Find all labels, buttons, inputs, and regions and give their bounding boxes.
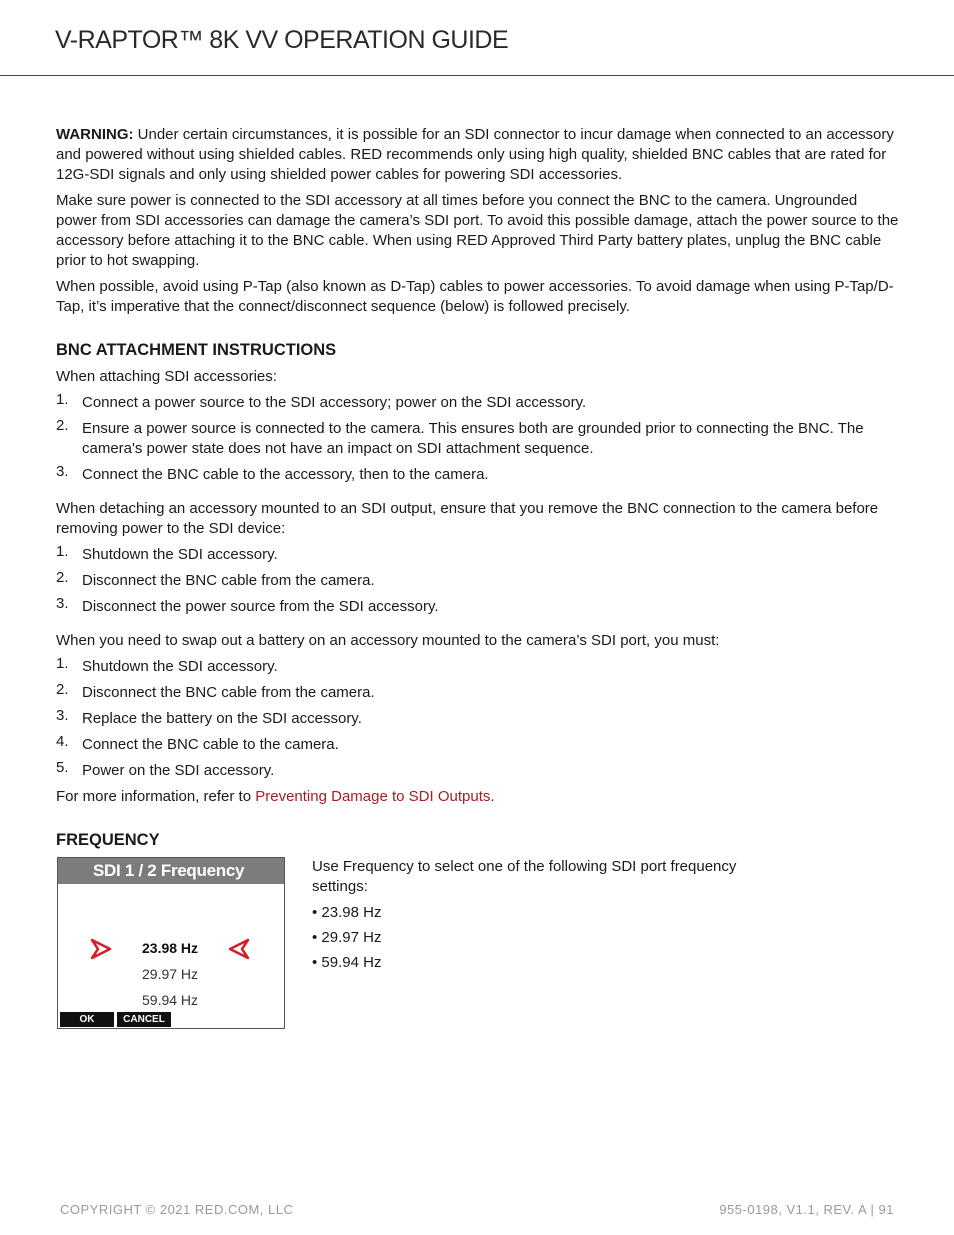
step-text: Ensure a power source is connected to the camera. This ensures both are grounded prior to connecting the BNC. The camera's power state does not have an impact on SDI attachment sequence.	[82, 420, 864, 457]
more-info-prefix: For more information, refer to	[56, 788, 256, 805]
frequency-option[interactable]: 59.94 Hz	[142, 992, 199, 1008]
ok-button[interactable]: OK	[60, 1012, 114, 1027]
warning-paragraph	[56, 125, 901, 185]
frequency-description: Use Frequency to select one of the following SDI port frequency settings:	[312, 858, 737, 895]
attach-intro: When attaching SDI accessories:	[56, 368, 277, 385]
step-number: 3.	[56, 463, 69, 480]
warning-label: WARNING:	[56, 126, 134, 143]
detach-intro: When detaching an accessory mounted to an SDI output, ensure that you remove the BNC connection to the camera before removing power to the SDI device:	[56, 500, 879, 537]
step-text: Connect the BNC cable to the camera.	[82, 736, 339, 753]
frequency-option-selected[interactable]: 23.98 Hz	[142, 940, 199, 956]
step-text: Power on the SDI accessory.	[82, 762, 275, 779]
list-item	[56, 545, 901, 565]
more-info-paragraph	[56, 787, 901, 807]
swap-intro: When you need to swap out a battery on an accessory mounted to the camera’s SDI port, you must:	[56, 632, 720, 649]
frequency-menu-screenshot	[57, 857, 285, 1029]
step-text: Shutdown the SDI accessory.	[82, 546, 278, 563]
ptap-paragraph: When possible, avoid using P-Tap (also known as D-Tap) cables to power accessories. To avoid damage when using P-Tap/D-Tap, it’s imperative that the connect/disconnect sequence (below) is followed precisely.	[56, 278, 894, 315]
list-item	[56, 657, 901, 677]
more-info-suffix: .	[490, 788, 495, 805]
step-number: 2.	[56, 417, 69, 434]
bnc-heading: BNC ATTACHMENT INSTRUCTIONS	[56, 341, 337, 359]
swap-steps-list	[56, 657, 901, 781]
frequency-option[interactable]: 29.97 Hz	[142, 966, 199, 982]
footer-doc-ref: 955-0198, V1.1, REV. A | 91	[719, 1202, 894, 1217]
frequency-menu-title: SDI 1 / 2 Frequency	[58, 858, 284, 884]
power-paragraph: Make sure power is connected to the SDI accessory at all times before you connect the BNC to the camera. Ungrounded power from SDI accessories can damage the camera’s SDI port. To avoid this possible damage, attach the power source to the accessory before attaching it to the BNC cable. When using RED Approved Third Party battery plates, unplug the BNC cable prior to hot swapping.	[56, 192, 899, 269]
step-number: 2.	[56, 681, 69, 698]
list-item	[56, 709, 901, 729]
step-number: 1.	[56, 391, 69, 408]
step-number: 1.	[56, 655, 69, 672]
list-item	[56, 683, 901, 703]
warning-text: Under certain circumstances, it is possible for an SDI connector to incur damage when connected to an accessory and powered without using shielded cables. RED recommends only using high quality, shielded BNC cables that are rated for 12G-SDI signals and only using shielded power cables for powering SDI accessories.	[56, 126, 894, 183]
step-text: Connect the BNC cable to the accessory, then to the camera.	[82, 466, 489, 483]
frequency-section	[56, 857, 901, 1037]
list-item	[56, 393, 901, 413]
footer-copyright: COPYRIGHT © 2021 RED.COM, LLC	[60, 1202, 294, 1217]
right-arrow-icon	[90, 938, 112, 960]
left-arrow-icon	[228, 938, 250, 960]
step-number: 5.	[56, 759, 69, 776]
step-text: Disconnect the BNC cable from the camera.	[82, 572, 375, 589]
main-content	[56, 125, 901, 1037]
frequency-description-block	[312, 857, 782, 978]
step-text: Replace the battery on the SDI accessory.	[82, 710, 362, 727]
list-item	[56, 465, 901, 485]
detach-steps-list	[56, 545, 901, 617]
list-item: • 23.98 Hz	[312, 904, 382, 921]
step-text: Shutdown the SDI accessory.	[82, 658, 278, 675]
frequency-bullet-list	[312, 903, 782, 973]
sdi-damage-link[interactable]: Preventing Damage to SDI Outputs	[255, 788, 491, 805]
step-number: 4.	[56, 733, 69, 750]
step-number: 2.	[56, 569, 69, 586]
frequency-heading: FREQUENCY	[56, 831, 160, 849]
step-text: Connect a power source to the SDI accessory; power on the SDI accessory.	[82, 394, 587, 411]
header-divider	[0, 75, 954, 76]
list-item: • 29.97 Hz	[312, 929, 382, 946]
list-item: • 59.94 Hz	[312, 954, 382, 971]
list-item	[56, 597, 901, 617]
step-number: 3.	[56, 707, 69, 724]
step-text: Disconnect the power source from the SDI accessory.	[82, 598, 439, 615]
list-item	[56, 571, 901, 591]
cancel-button[interactable]: CANCEL	[117, 1012, 171, 1027]
step-number: 1.	[56, 543, 69, 560]
page-header-title: V-RAPTOR™ 8K VV OPERATION GUIDE	[55, 26, 509, 54]
list-item	[56, 419, 901, 459]
step-number: 3.	[56, 595, 69, 612]
step-text: Disconnect the BNC cable from the camera.	[82, 684, 375, 701]
attach-steps-list	[56, 393, 901, 485]
list-item	[56, 735, 901, 755]
list-item	[56, 761, 901, 781]
